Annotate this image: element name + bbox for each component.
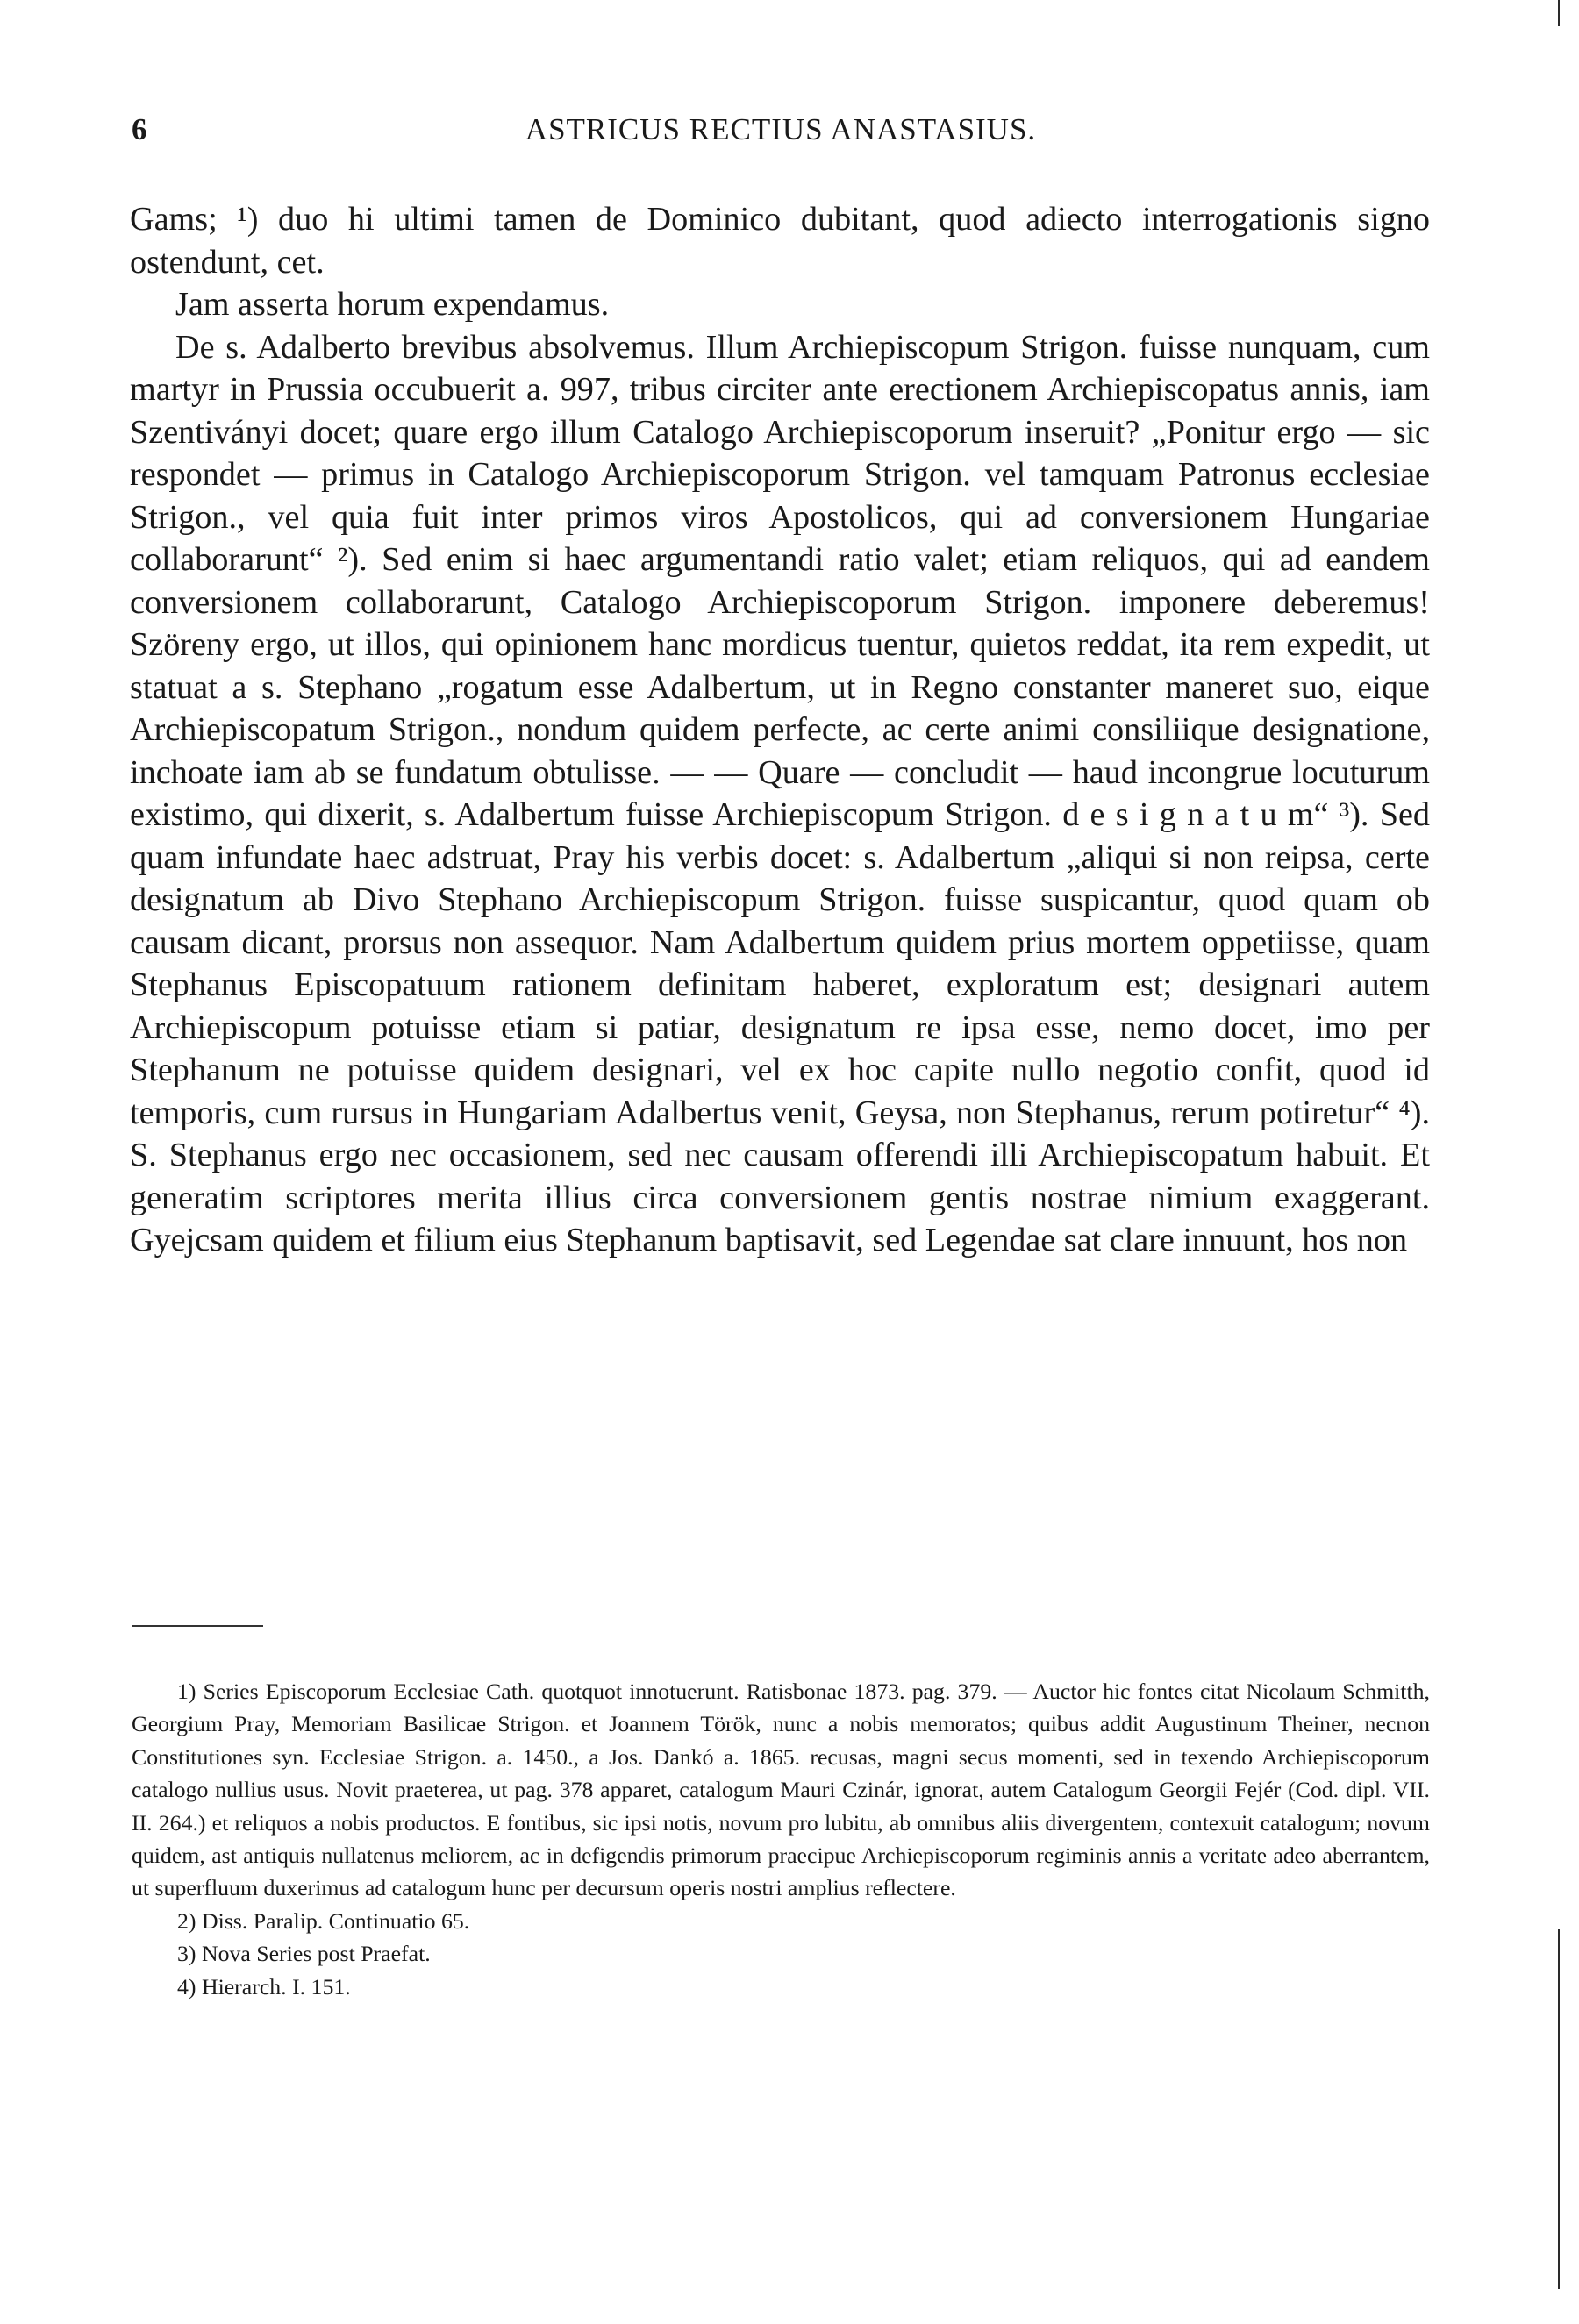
footnote-1: 1) Series Episcoporum Ecclesiae Cath. quotquot innotuerunt. Ratisbonae 1873. pag. 379. — Auctor hic fontes citat Nicolaum Schmitth, Georgium Pray, Memoriam Basilicae Strigon. et Joannem Török, nunc a nobis memoratos; quibus addit Augustinum Theiner, necnon Constitutiones syn. Ecclesiae Strigon. a. 1450., a Jos. Dankó a. 1865. recusas, magni secus momenti, sed in texendo Archiepiscoporum catalogo nullius usus. Novit praeterea, ut pag. 378 apparet, catalogum Mauri Czinár, ignorat, autem Catalogum Georgii Fejér (Cod. dipl. VII. II. 264.) et reliquos a nobis productos. E fontibus, sic ipsi notis, novum pro lubitu, ab omnibus aliis divergentem, contexuit catalogum; novum quidem, ast antiquis nullatenus meliorem, ac in defigendis primorum praecipue Archiepiscoporum regiminis annis a veritate adeo aberrantem, ut superfluum duxerimus ad catalogum hunc per decursum operis nostri amplius reflectere. — [132, 1679, 1430, 1901]
footnotes — [132, 1675, 1430, 2003]
paragraph-continuation: Gams; ¹) duo hi ultimi tamen de Dominico dubitant, quod adiecto interrogationis signo ostendunt, cet. — [130, 201, 1430, 281]
running-title: ASTRICUS RECTIUS ANASTASIUS. — [525, 112, 1037, 146]
body-text — [130, 198, 1430, 1262]
footnote-2: 2) Diss. Paralip. Continuatio 65. — [177, 1907, 470, 1934]
paragraph-adalbert: De s. Adalberto brevibus absolvemus. Illum Archiepiscopum Strigon. fuisse nunquam, cum martyr in Prussia occubuerit a. 997, tribus circiter ante erectionem Archiepiscopatus annis, iam Szentiványi docet; quare ergo illum Catalogo Archiepiscoporum inseruit? „Ponitur ergo — sic respondet — primus in Catalogo Archiepiscoporum Strigon. vel tamquam Patronus ecclesiae Strigon., vel quia fuit inter primos viros Apostolicos, qui ad conversionem Hungariae collaborarunt“ ²). Sed enim si haec argumentandi ratio valet; etiam reliquos, qui ad eandem conversionem collaborarunt, Catalogo Archiepiscoporum Strigon. imponere deberemus! Szöreny ergo, ut illos, qui opinionem hanc mordicus tuentur, quietos reddat, ita rem expedit, ut statuat a s. Stephano „rogatum esse Adalbertum, ut in Regno constanter maneret suo, eique Archiepiscopatum Strigon., nondum quidem perfecte, ac certe animi consiliique designatione, inchoate iam ab se fundatum obtulisse. — — Quare — concludit — haud incongrue locuturum existimo, qui dixerit, s. Adalbertum fuisse Archiepiscopum Strigon. d e s i g n a t u m“ ³). Sed quam infundate haec adstruat, Pray his verbis docet: s. Adalbertum „aliqui si non reipsa, certe designatum ab Divo Stephano Archiepiscopum Strigon. fuisse suspicantur, quod quam ob causam dicant, prorsus non assequor. Nam Adalbertum quidem prius mortem oppetiisse, quam Stephanus Episcopatuum rationem definitam haberet, exploratum est; designari autem Archiepiscopum potuisse etiam si patiar, designatum re ipsa esse, nemo docet, imo per Stephanum ne potuisse quidem designari, vel ex hoc capite nullo negotio confit, quod id temporis, cum rursus in Hungariam Adalbertus venit, Geysa, non Stephanus, rerum potiretur“ ⁴). S. Stephanus ergo nec occasionem, sed nec causam offerendi illi Archiepiscopatum habuit. Et generatim scriptores merita illius circa conversionem gentis nostrae nimium exaggerant. Gyejcsam quidem et filium eius Stephanum baptisavit, sed Legendae sat clare innuunt, hos non — [130, 328, 1430, 1258]
footnote-divider — [132, 1625, 263, 1627]
page-edge-line-top-right — [1558, 0, 1560, 26]
paragraph-intro: Jam asserta horum expendamus. — [175, 286, 610, 323]
page-edge-line-bottom-right — [1558, 1929, 1560, 2289]
footnote-4: 4) Hierarch. I. 151. — [177, 1973, 351, 2000]
footnote-3: 3) Nova Series post Praefat. — [177, 1941, 431, 1967]
running-head — [132, 112, 1430, 156]
page-number: 6 — [132, 112, 147, 146]
